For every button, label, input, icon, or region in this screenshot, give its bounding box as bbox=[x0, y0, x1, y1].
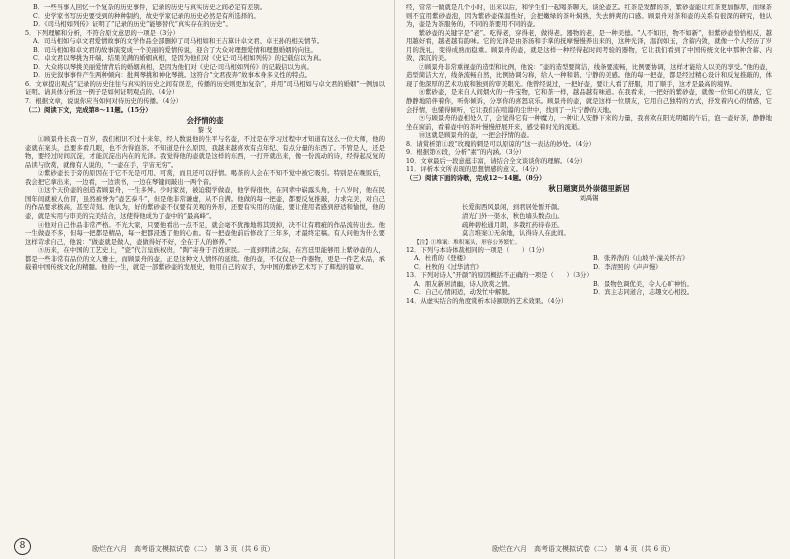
text-line: 14．从虚实结合的角度赏析本诗颔联的艺术效果。（4分） bbox=[406, 297, 568, 305]
text-line: 疏种碧松通月朗，多栽红药待春还。 bbox=[462, 221, 564, 229]
option-b: D．李清照的《声声慢》 bbox=[593, 263, 662, 271]
option-row bbox=[406, 255, 772, 264]
text-line: 10．文章最后一段意蕴丰富，请结合全文谈谈你的理解。（4分） bbox=[406, 157, 587, 165]
text-line: ③这个天价壶的创造者顾景舟，一生多舛。少时家贫，被迫辍学做壶，他学得很快，在同辈中崭露头角，十八岁时，他在民国年间就被人仿冒，虽然被誉为“壶艺泰斗”，但是他非常谦虚，从不自满。他做的每一把壶，都要反复推敲，力求完美，对自己的作品要求极高，甚至苛刻。他认为，好的紫砂壶不仅要有美观的外形，还要有实用的功能，要让使用者感到舒适和愉悦，他的壶，就是实用与审美的完美结合，这使得他成为了壶中的“最高峰”。 bbox=[25, 187, 385, 221]
text-line: （三）阅读下面的诗歌，完成12～14题。（8分） bbox=[406, 174, 546, 182]
text-line: A．司马相如与卓文君爱情故事的文学作品全部删掉了司马相如和王吉算计卓文君、卓王孙的相关情节。 bbox=[33, 38, 324, 46]
text-line: 【注】①堆案：堆积案头，形容公务繁忙。 bbox=[414, 239, 521, 246]
text-line: 9．根据第⑥段，分析“素”的内涵。（3分） bbox=[406, 149, 526, 157]
text-line: 紫砂壶的关键字是“老”。吃得老，穿得老，做得老。器物的老，是一种美德。“人不如旧，物不如新”，但紫砂壶恰恰相反，越用越好看，越老越有韵味。它的光泽是由茶汤和手掌的抚摩慢慢养出来的，这种光泽，温润如玉，含蓄内敛，就像一个人经历了岁月的洗礼，变得成熟而稳重。顾景舟的壶，就是这样一种经得起时间考验的器物，它让我们看到了中国传统文化中那种含蓄、内敛、深沉的美。 bbox=[406, 29, 772, 63]
text-line: 11．评析本文所表现的思想情感的意义。（4分） bbox=[406, 166, 542, 174]
text-line: 7．根据文章，说说你应当如何对待历史的传播。（4分） bbox=[25, 98, 183, 106]
footer-left: 励烂在六月 高考语文模拟试卷（二） 第 3 页（共 6 页） bbox=[92, 545, 275, 553]
author-line: 刘禹锡 bbox=[579, 195, 599, 203]
text-line: ⑩这就是顾景舟的壶，一把会抒情的壶。 bbox=[418, 132, 533, 140]
text-line: C．史学家书写历史要受到的种种制约，故史学家记录的历史必然是有所选择的。 bbox=[33, 12, 260, 20]
option-b: D．宾主志同道合，志趣文心相投。 bbox=[593, 289, 694, 297]
text-line: 清光门外一渠水，秋色墙头数点山。 bbox=[462, 213, 564, 221]
right-page-column bbox=[406, 4, 772, 533]
text-line: 13．下列对诗人“开颜”的原因概括不正确的一项是（ ）（3分） bbox=[406, 272, 593, 280]
text-line: 8．请赏析第①段“玫瑰的刺是可以原谅的”这一表达的妙处。（4分） bbox=[406, 140, 596, 148]
text-line: D．大众将以琴挑美丽爱情背后的婚姻真相，是因为他们对《史记·司马相如列传》的记载信以为真。 bbox=[33, 63, 313, 71]
text-line: ②紫砂壶长于旁的原因在于它不光是可用、可赏，而且还可以抒情。喝茶的人会在不知不觉中被它吸引。特别是在晚饭后，我会把它拿出来，一边看，一边读书，一边在琴键间敲出一两个音。 bbox=[25, 170, 385, 186]
text-line: C．卓文君以琴挑为开端、结果美满的婚姻真相，是因为他们对《史记·司马相如列传》的记载信以为真。 bbox=[33, 55, 326, 63]
text-line: 5．下列理解和分析，不符合原文意思的一项是（3分） bbox=[25, 29, 179, 37]
option-a: A．朋友新居清幽，诗人欣赏之情。 bbox=[414, 280, 514, 288]
option-b: B．景物色调优美，令人心旷神怡。 bbox=[593, 280, 693, 288]
text-line: D．历史叙事事件产生两种倾向：批判琴挑和神化琴挑。这符合“文君夜奔”故事本身多义性的特点。 bbox=[33, 72, 312, 80]
text-line: 莫言堆案①无余地，认得诗人在此间。 bbox=[462, 230, 570, 238]
text-line: ①顾景舟长我一百岁，我们相识不过十来年，经人数说他的生平与名壶，不过是在学习过程中才知道有这么一位大师，他的壶就在案头，总要多看几眼，也不舍得泡茶。不知道是什么原因，我越来越喜欢有点年纪、有点分量的东西了。不管是人，还是物，要经过时间沉淀，才能沉淀出内在的光泽。我觉得他的壶就是这样的东西，一打开就出来，像一份流动的诗，经得起反复的品读与欣赏，就像有人说的，“一壶在手，宇宙无穷”。 bbox=[25, 136, 385, 169]
text-line: ④他对自己作品非常严格。不光大家，只要他看出一点不足，就会毫不犹豫地将其毁掉，决不让有瑕疵的作品流传出去。他一生做壶不多，但每一把都是精品，每一把都浸透了他的心血。有一把壶他前后修改了三年多，才最终定稿。有人问他为什么要这样苛求自己，他说：“做壶就是做人，壶做得好不好，全在于人的修养。” bbox=[25, 221, 385, 246]
text-line: 12．下列与本诗体裁相同的一项是（ ）（1分） bbox=[406, 246, 549, 254]
text-line: 经，常常一做就是几个小时，出来以后，和学生们一起喝茶聊天，谈论壶艺。红茶是发酵的茶，紫砂壶能让红茶更加醇厚，而绿茶则不宜用紫砂壶泡，因为紫砂壶保温性好，会把嫩绿的茶叶焖熟，失去鲜爽的口感。顾景舟对茶和壶的关系有很深的研究，他认为，壶是为茶服务的，不同的茶要用不同的壶。 bbox=[406, 4, 772, 29]
option-row bbox=[406, 289, 772, 298]
text-line: （二）阅读下文，完成第8～11题。（15分） bbox=[25, 106, 152, 114]
option-a: C．自己心情闲适，动发忙中解脱。 bbox=[414, 289, 515, 297]
text-line: B．一些当事人回忆一个复杂的历史事件，记录的历史与真实历史之间必定有差别。 bbox=[33, 4, 267, 11]
option-b: B．张养浩的《山坡羊·潼关怀古》 bbox=[593, 255, 689, 263]
text-line: B．司马相如和卓文君的故事演变成一个美丽的爱情传说，迎合了大众对理想爱情和理想婚姻的向往。 bbox=[33, 46, 317, 54]
footer-right: 励烂在六月 高考语文模拟试卷（二） 第 4 页（共 6 页） bbox=[492, 545, 675, 553]
section-title: 会抒情的壶 bbox=[186, 116, 224, 126]
text-line: D．《司马相如列传》证明了“记录的历史”能够替代“真实存在的历史”。 bbox=[33, 21, 232, 29]
author-line: 黎 戈 bbox=[197, 127, 213, 135]
text-line: 长爱街西风景闲，到君居处暂开颜。 bbox=[462, 204, 564, 212]
option-a: A．杜甫的《登楼》 bbox=[414, 255, 470, 263]
page-fold-line bbox=[394, 0, 395, 559]
page-number-circle: 8 bbox=[14, 538, 31, 555]
text-line: ⑨与顾景舟的壶相处久了，会觉得它有一种魔力，一种让人安静下来的力量，我喜欢在阳光明媚的午后，泡一壶好茶，静静地坐在窗前，看着壶中的茶叶慢慢舒展开来，感受着时光的流逝。 bbox=[406, 115, 772, 131]
left-page-column bbox=[25, 4, 385, 533]
text-line: 6．文章提出观点“记录的历史往往与真实的历史之间有误差，传播的历史则更加复杂”，并用“司马相如与卓文君的婚姻”一例加以证明。请具体分析这一例子是如何证明观点的。（4分） bbox=[25, 80, 385, 97]
text-line: ⑤历来，在中国的工艺史上，“瓷”代言皇族权贵，“陶”寄身于百姓庶民。一直到明清之际，在宫廷里能够用上紫砂壶的人，都是一些非常有品位的文人雅士，而顾景舟的壶，正是这种文人情怀的延续。他的壶，不仅仅是一件器物，更是一件艺术品，承载着中国传统文化的精髓。他的一生，就是一部紫砂壶的发展史，他用自己的双手，为中国的紫砂艺术写下了辉煌的篇章。 bbox=[25, 247, 385, 272]
section-title: 秋日题窦员外崇德里新居 bbox=[548, 184, 630, 194]
text-line: ⑦顾景舟非常重视壶的造型和比例，他说：“壶的造型要简洁，线条要流畅，比例要协调，这样才能给人以美的享受。”他的壶，造型简洁大方，线条流畅自然，比例协调匀称，给人一种和谐、宁静的美感。他的每一把壶，都是经过精心设计和反复推敲的，体现了他深厚的艺术功底和独到的审美眼光。他曾经说过，一把好壶，要让人看了舒服，用了顺手，这才是最高的境界。 bbox=[406, 63, 772, 88]
text-line: ⑧紫砂壶，是来自人间烟火的一件宝物，它和茶一样，越品越有味道。在我看来，一把好的紫砂壶，就像一位知心的朋友，它静静地陪伴着你，听你倾诉，分享你的喜怒哀乐。顾景舟的壶，就是这样一位朋友，它用自己独特的方式，抒发着内心的情感，它会抒情，也懂得倾听，它让我们在喧嚣的尘世中，找到了一片宁静的天地。 bbox=[406, 89, 772, 114]
option-a: C．杜牧的《过华清宫》 bbox=[414, 263, 483, 271]
